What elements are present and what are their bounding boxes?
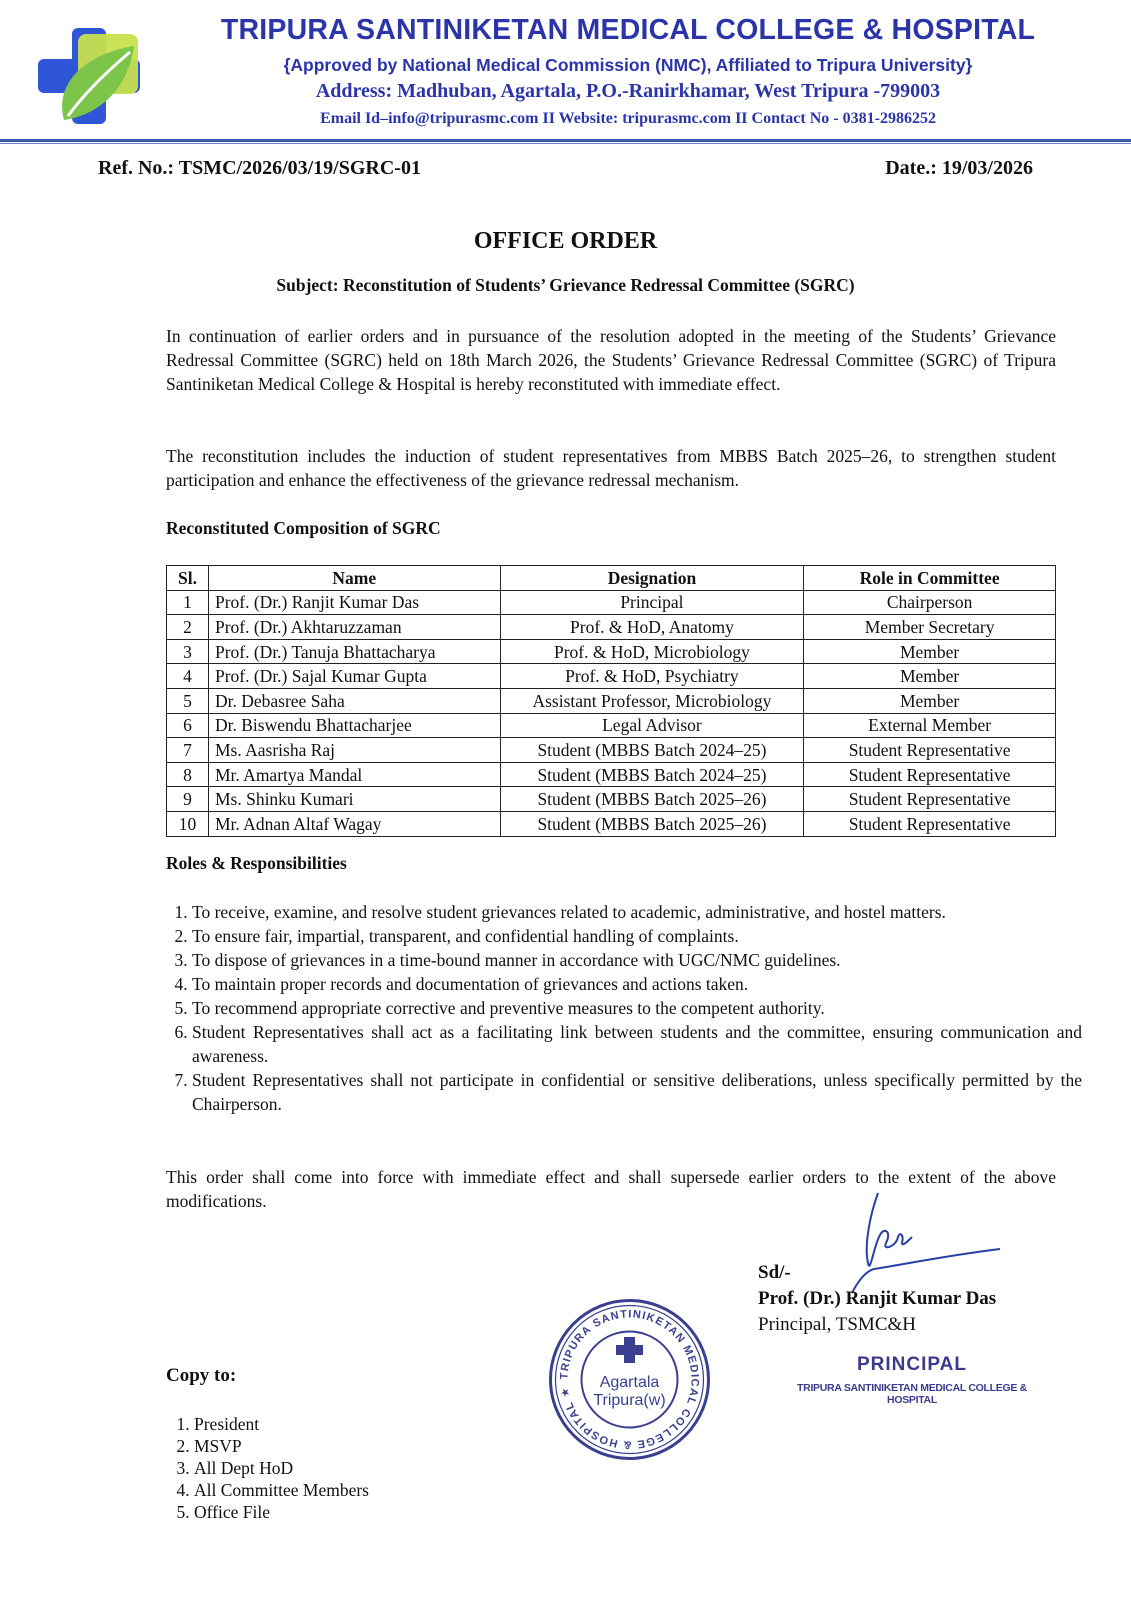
signatory-designation: Principal, TSMC&H [758,1314,916,1335]
table-row [167,639,1056,664]
role-cell: Member Secretary [804,615,1056,640]
stamp-subtitle: TRIPURA SANTINIKETAN MEDICAL COLLEGE & HOSPITAL [797,1382,1027,1406]
designation-cell: Legal Advisor [500,713,804,738]
table-row [167,590,1056,615]
closing-paragraph: This order shall come into force with immediate effect and shall supersede earlier orders to the extent of the above modifications. [166,1167,1056,1211]
reference-number: Ref. No.: TSMC/2026/03/19/SGRC-01 [98,157,421,179]
designation-cell: Student (MBBS Batch 2025–26) [500,787,804,812]
serial-cell: 2 [167,615,209,640]
role-cell: Student Representative [804,738,1056,763]
table-row [167,615,1056,640]
table-row [167,787,1056,812]
role-cell: Chairperson [804,590,1056,615]
composition-heading: Reconstituted Composition of SGRC [166,518,441,538]
principal-stamp [782,1354,1042,1406]
list-item: 2. MSVP [194,1435,369,1457]
signatory-name: Prof. (Dr.) Ranjit Kumar Das [758,1288,997,1309]
name-cell: Dr. Biswendu Bhattacharjee [208,713,500,738]
intro-paragraph: In continuation of earlier orders and in pursuance of the resolution adopted in the meeting of the Students’ Grievance Redressal Committee (SGRC) held on 18th March 2026, the Students’ Grievance Redressal Committee (SGRC) of Tripura Santiniketan Medical College & Hospital is hereby reconstituted with immediate effect. [166,326,1056,394]
table-row [167,664,1056,689]
role-cell: Member [804,688,1056,713]
roles-heading: Roles & Responsibilities [166,853,347,873]
column-header: Name [208,566,500,591]
designation-cell: Assistant Professor, Microbiology [500,688,804,713]
serial-cell: 10 [167,811,209,836]
role-cell: Member [804,664,1056,689]
copy-to-list [166,1413,369,1523]
table-header-row [167,566,1056,591]
copy-to-heading: Copy to: [166,1365,237,1386]
signature-icon [840,1185,1010,1295]
serial-cell: 5 [167,688,209,713]
list-item: 4. All Committee Members [194,1479,369,1501]
serial-cell: 3 [167,639,209,664]
designation-cell: Prof. & HoD, Psychiatry [500,664,804,689]
list-item: 2. To ensure fair, impartial, transparent, and confidential handling of complaints. [192,924,1082,948]
name-cell: Mr. Adnan Altaf Wagay [208,811,500,836]
name-cell: Ms. Aasrisha Raj [208,738,500,763]
name-cell: Mr. Amartya Mandal [208,762,500,787]
stamp-title: PRINCIPAL [857,1354,967,1375]
role-cell: Student Representative [804,762,1056,787]
name-cell: Prof. (Dr.) Tanuja Bhattacharya [208,639,500,664]
address-line: Address: Madhuban, Agartala, P.O.-Ranirkhamar, West Tripura -799003 [315,80,941,102]
subject-line: Subject: Reconstitution of Students’ Grievance Redressal Committee (SGRC) [276,275,855,295]
table-row [167,811,1056,836]
role-cell: Student Representative [804,787,1056,812]
serial-cell: 1 [167,590,209,615]
list-item: 4. To maintain proper records and documentation of grievances and actions taken. [192,972,1082,996]
list-item: 3. To dispose of grievances in a time-bound manner in accordance with UGC/NMC guidelines. [192,948,1082,972]
serial-cell: 7 [167,738,209,763]
column-header: Designation [500,566,804,591]
table-row [167,738,1056,763]
list-item: 5. To recommend appropriate corrective and preventive measures to the competent authority. [192,996,1082,1020]
designation-cell: Student (MBBS Batch 2024–25) [500,738,804,763]
page-title: OFFICE ORDER [473,228,658,254]
list-item: 5. Office File [194,1501,369,1523]
list-item: 1. President [194,1413,369,1435]
sd-mark: Sd/- [758,1262,791,1283]
role-cell: Student Representative [804,811,1056,836]
seal-ring-text: TRIPURA SANTINIKETAN MEDICAL COLLEGE & HOSPITAL ★ [558,1308,701,1451]
role-cell: External Member [804,713,1056,738]
name-cell: Ms. Shinku Kumari [208,787,500,812]
designation-cell: Student (MBBS Batch 2024–25) [500,762,804,787]
seal-text-line1: Agartala [599,1374,660,1391]
column-header: Role in Committee [804,566,1056,591]
table-row [167,688,1056,713]
designation-cell: Student (MBBS Batch 2025–26) [500,811,804,836]
serial-cell: 8 [167,762,209,787]
approval-line: {Approved by National Medical Commission (NMC), Affiliated to Tripura University} [283,55,973,75]
name-cell: Prof. (Dr.) Akhtaruzzaman [208,615,500,640]
column-header: Sl. [167,566,209,591]
composition-table [166,565,1056,837]
reconstitution-paragraph: The reconstitution includes the induction of student representatives from MBBS Batch 2025–26, to strengthen student participation and enhance the effectiveness of the grievance redressal mechanism. [166,446,1056,490]
list-item: 6. Student Representatives shall act as a facilitating link between students and the committee, ensuring communication and awareness. [192,1020,1082,1068]
name-cell: Prof. (Dr.) Sajal Kumar Gupta [208,664,500,689]
designation-cell: Prof. & HoD, Anatomy [500,615,804,640]
designation-cell: Prof. & HoD, Microbiology [500,639,804,664]
header-divider-thin [0,143,1131,144]
role-cell: Member [804,639,1056,664]
name-cell: Prof. (Dr.) Ranjit Kumar Das [208,590,500,615]
serial-cell: 4 [167,664,209,689]
table-row [167,713,1056,738]
list-item: 7. Student Representatives shall not participate in confidential or sensitive deliberations, unless specifically permitted by the Chairperson. [192,1068,1082,1116]
college-seal-icon [547,1297,712,1462]
serial-cell: 6 [167,713,209,738]
college-name: TRIPURA SANTINIKETAN MEDICAL COLLEGE & HOSPITAL [220,14,1036,46]
list-item: 1. To receive, examine, and resolve student grievances related to academic, administrative, and hostel matters. [192,900,1082,924]
header-divider [0,139,1131,142]
roles-list [166,900,1082,1116]
college-logo-icon [34,24,144,128]
order-date: Date.: 19/03/2026 [885,157,1033,179]
seal-text-line2: Tripura(w) [593,1392,666,1409]
list-item: 3. All Dept HoD [194,1457,369,1479]
designation-cell: Principal [500,590,804,615]
name-cell: Dr. Debasree Saha [208,688,500,713]
serial-cell: 9 [167,787,209,812]
contact-line: Email Id–info@tripurasmc.com II Website: tripurasmc.com II Contact No - 0381-2986252 [320,110,936,127]
table-row [167,762,1056,787]
